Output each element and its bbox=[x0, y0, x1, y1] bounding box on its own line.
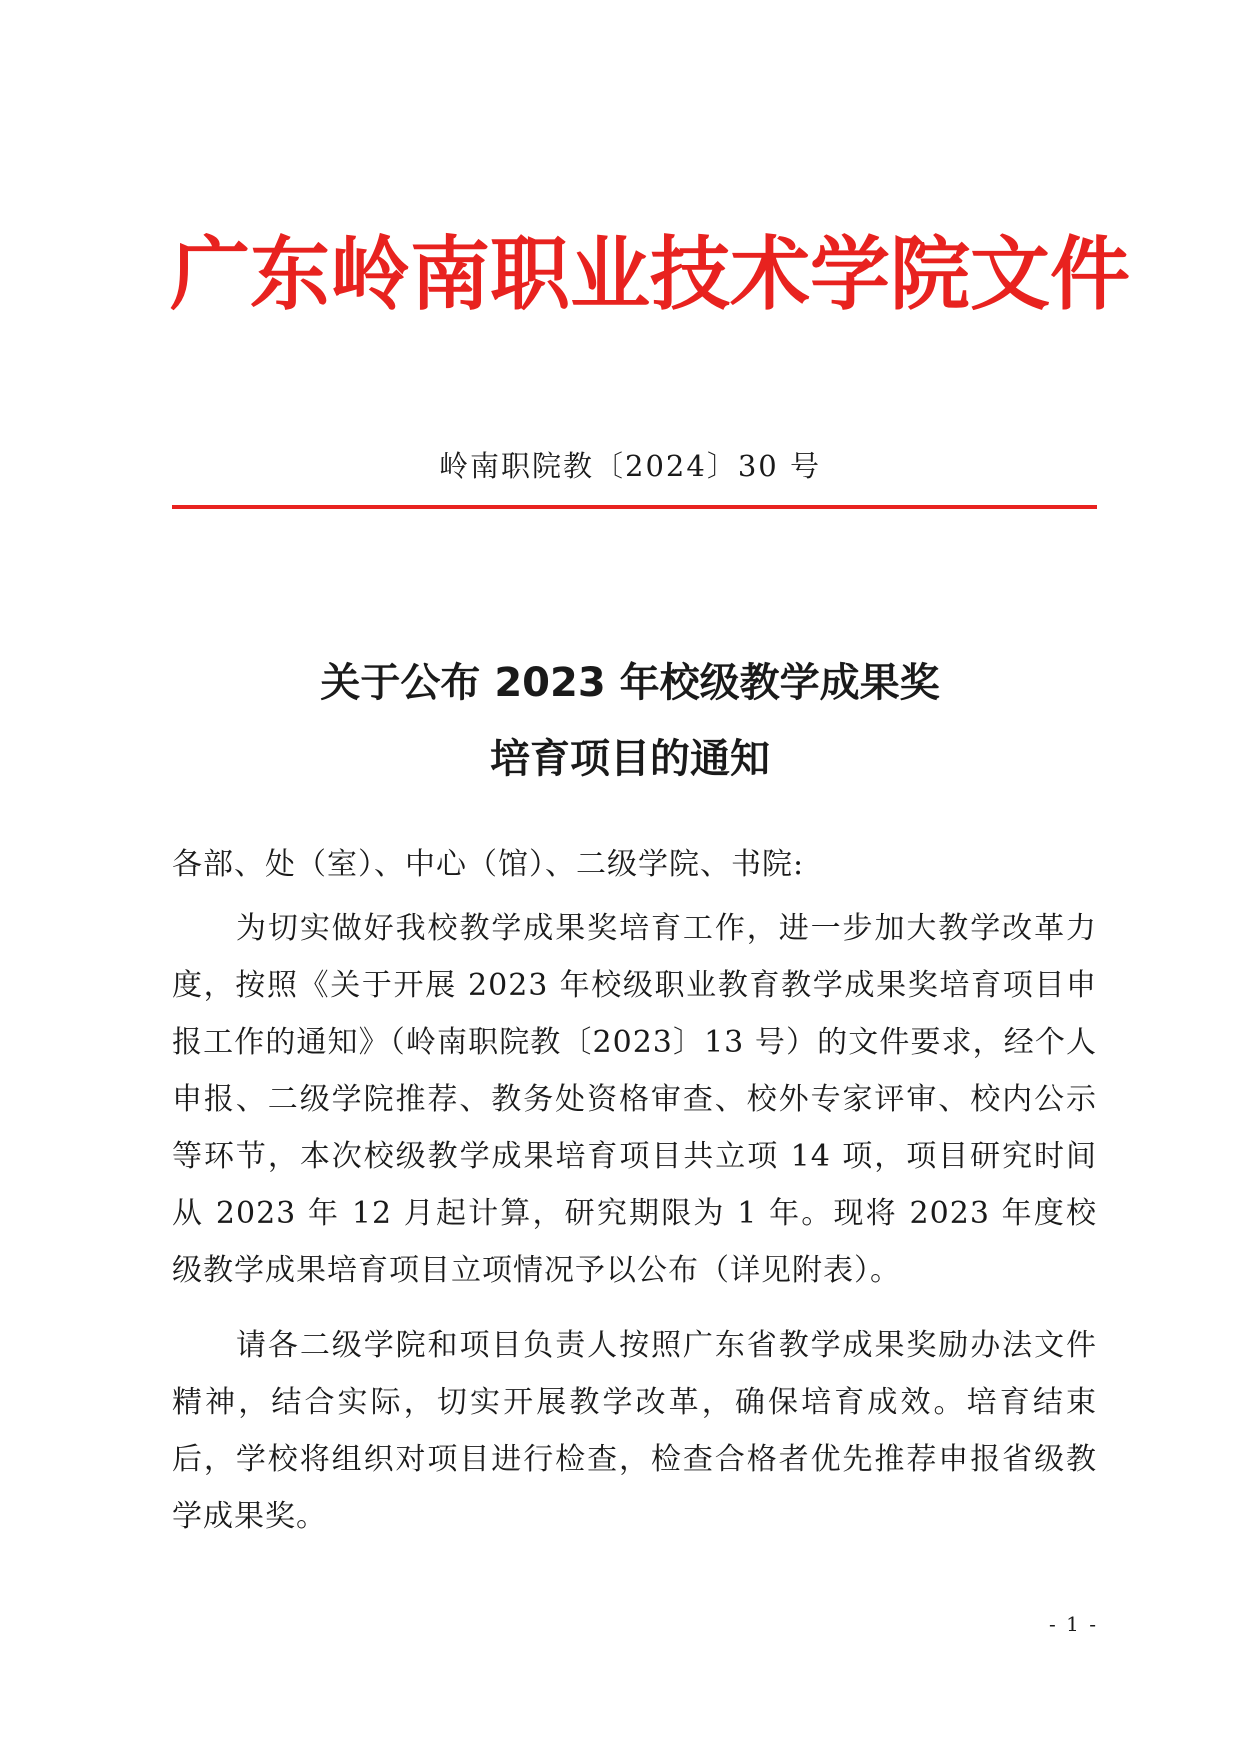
body-paragraph-1: 为切实做好我校教学成果奖培育工作，进一步加大教学改革力度，按照《关于开展 2023 年校级职业教育教学成果奖培育项目申报工作的通知》（岭南职院教〔2023〕13 号）的文件要求，经个人申报、二级学院推荐、教务处资格审查、校外专家评审、校内公示等环节，本次校级教学成果培育项目共立项 14 项，项目研究时间从 2023 年 12 月起计算，研究期限为 1 年。现将 2023 年度校级教学成果培育项目立项情况予以公布（详见附表）。 bbox=[172, 911, 1097, 1288]
document-number: 岭南职院教〔2024〕30 号 bbox=[439, 449, 821, 483]
notice-title-line-1: 关于公布 2023 年校级教学成果奖 bbox=[320, 660, 940, 706]
body-paragraph-2: 请各二级学院和项目负责人按照广东省教学成果奖励办法文件精神，结合实际，切实开展教学改革，确保培育成效。培育结束后，学校将组织对项目进行检查，检查合格者优先推荐申报省级教学成果奖。 bbox=[172, 1328, 1097, 1534]
page-number: - 1 - bbox=[1049, 1612, 1098, 1636]
salutation: 各部、处（室）、中心（馆）、二级学院、书院: bbox=[172, 847, 805, 882]
red-divider-line bbox=[172, 505, 1097, 509]
notice-title bbox=[170, 645, 1090, 797]
masthead-title: 广东岭南职业技术学院文件 bbox=[170, 228, 1130, 321]
notice-title-line-2: 培育项目的通知 bbox=[490, 736, 770, 782]
